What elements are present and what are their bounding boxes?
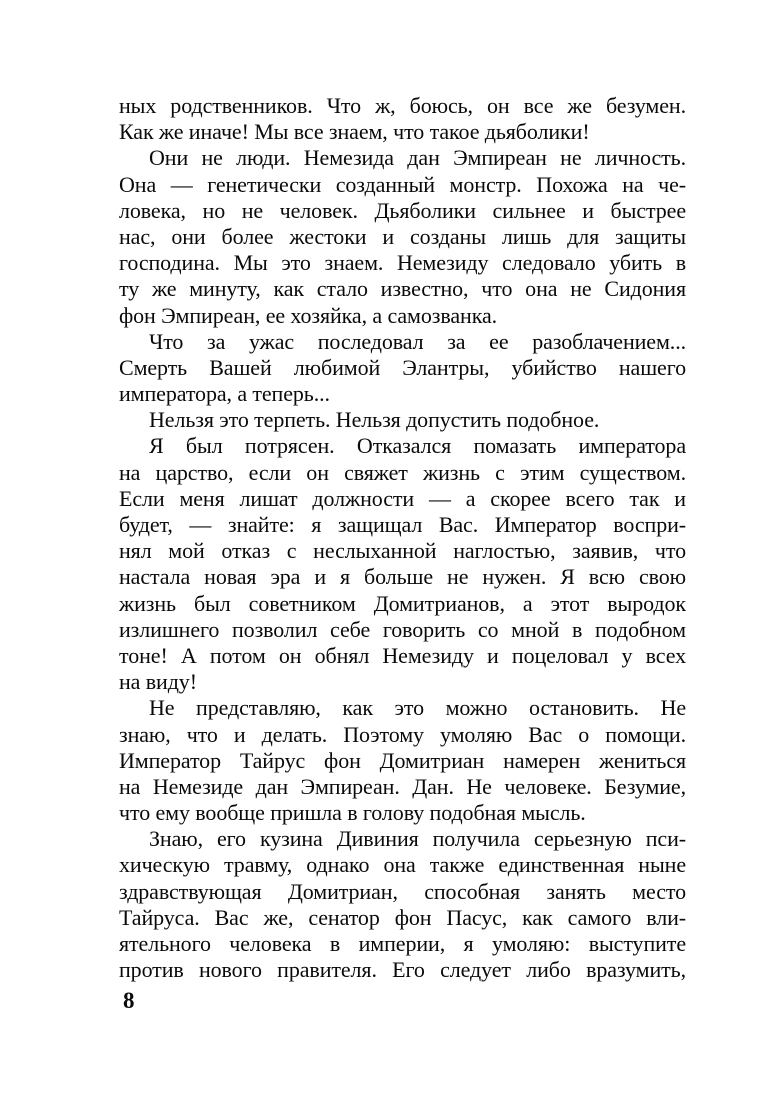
text-line: Как же иначе! Мы все знаем, что такое дьяболики! [119, 119, 590, 145]
text-line: тоне! А потом он обнял Немезиду и поцеловал у всех [119, 642, 686, 668]
text-line: излишнего позволил себе говорить со мной в подобном [119, 616, 686, 642]
text-line: знаю, что и делать. Поэтому умоляю Вас о помощи. [119, 721, 686, 747]
text-line: нас, они более жестоки и созданы лишь для защиты [119, 223, 686, 249]
text-line: Тайруса. Вас же, сенатор фон Пасус, как самого вли- [119, 904, 686, 930]
text-line: Император Тайрус фон Домитриан намерен жениться [119, 747, 686, 773]
text-line: на Немезиде дан Эмпиреан. Дан. Не человеке. Безумие, [119, 773, 686, 799]
text-line: ятельного человека в империи, я умоляю: выступите [119, 931, 686, 956]
text-line: Я был потрясен. Отказался помазать императора [149, 433, 686, 459]
page-number: 8 [123, 988, 135, 1013]
body-text-block [119, 93, 686, 983]
text-line: здравствующая Домитриан, способная занять место [119, 878, 686, 904]
text-line: против нового правителя. Его следует либо вразумить, [119, 957, 686, 983]
text-line: на царство, если он свяжет жизнь с этим существом. [119, 459, 686, 485]
text-line: императора, а теперь... [119, 381, 330, 407]
text-line: Она — генетически созданный монстр. Похожа на че- [119, 171, 686, 197]
text-line: настала новая эра и я больше не нужен. Я всю свою [119, 564, 686, 590]
text-line: будет, — знайте: я защищал Вас. Император воспри- [119, 512, 686, 537]
text-line: хическую травму, однако она также единственная ныне [119, 852, 686, 878]
text-line: Они не люди. Немезида дан Эмпиреан не личность. [149, 145, 686, 171]
text-line: Знаю, его кузина Дивиния получила серьезную пси- [149, 826, 686, 852]
text-line: что ему вообще пришла в голову подобная мысль. [119, 800, 586, 826]
text-line: Что за ужас последовал за ее разоблачением... [149, 328, 686, 354]
text-line: господина. Мы это знаем. Немезиду следовало убить в [119, 250, 686, 276]
text-line: ловека, но не человек. Дьяболики сильнее и быстрее [119, 197, 686, 223]
text-line: на виду! [119, 669, 197, 695]
text-line: Смерть Вашей любимой Элантры, убийство нашего [119, 354, 686, 380]
text-line: Нельзя это терпеть. Нельзя допустить подобное. [149, 407, 600, 433]
text-line: жизнь был советником Домитрианов, а этот выродок [119, 590, 686, 616]
text-line: Если меня лишат должности — а скорее всего так и [119, 485, 686, 511]
text-line: ных родственников. Что ж, боюсь, он все же безумен. [119, 93, 686, 118]
text-line: фон Эмпиреан, ее хозяйка, а самозванка. [119, 302, 498, 328]
text-line: нял мой отказ с неслыханной наглостью, заявив, что [119, 538, 686, 564]
text-line: ту же минуту, как стало известно, что она не Сидония [119, 276, 686, 302]
text-line: Не представляю, как это можно остановить. Не [149, 695, 686, 721]
